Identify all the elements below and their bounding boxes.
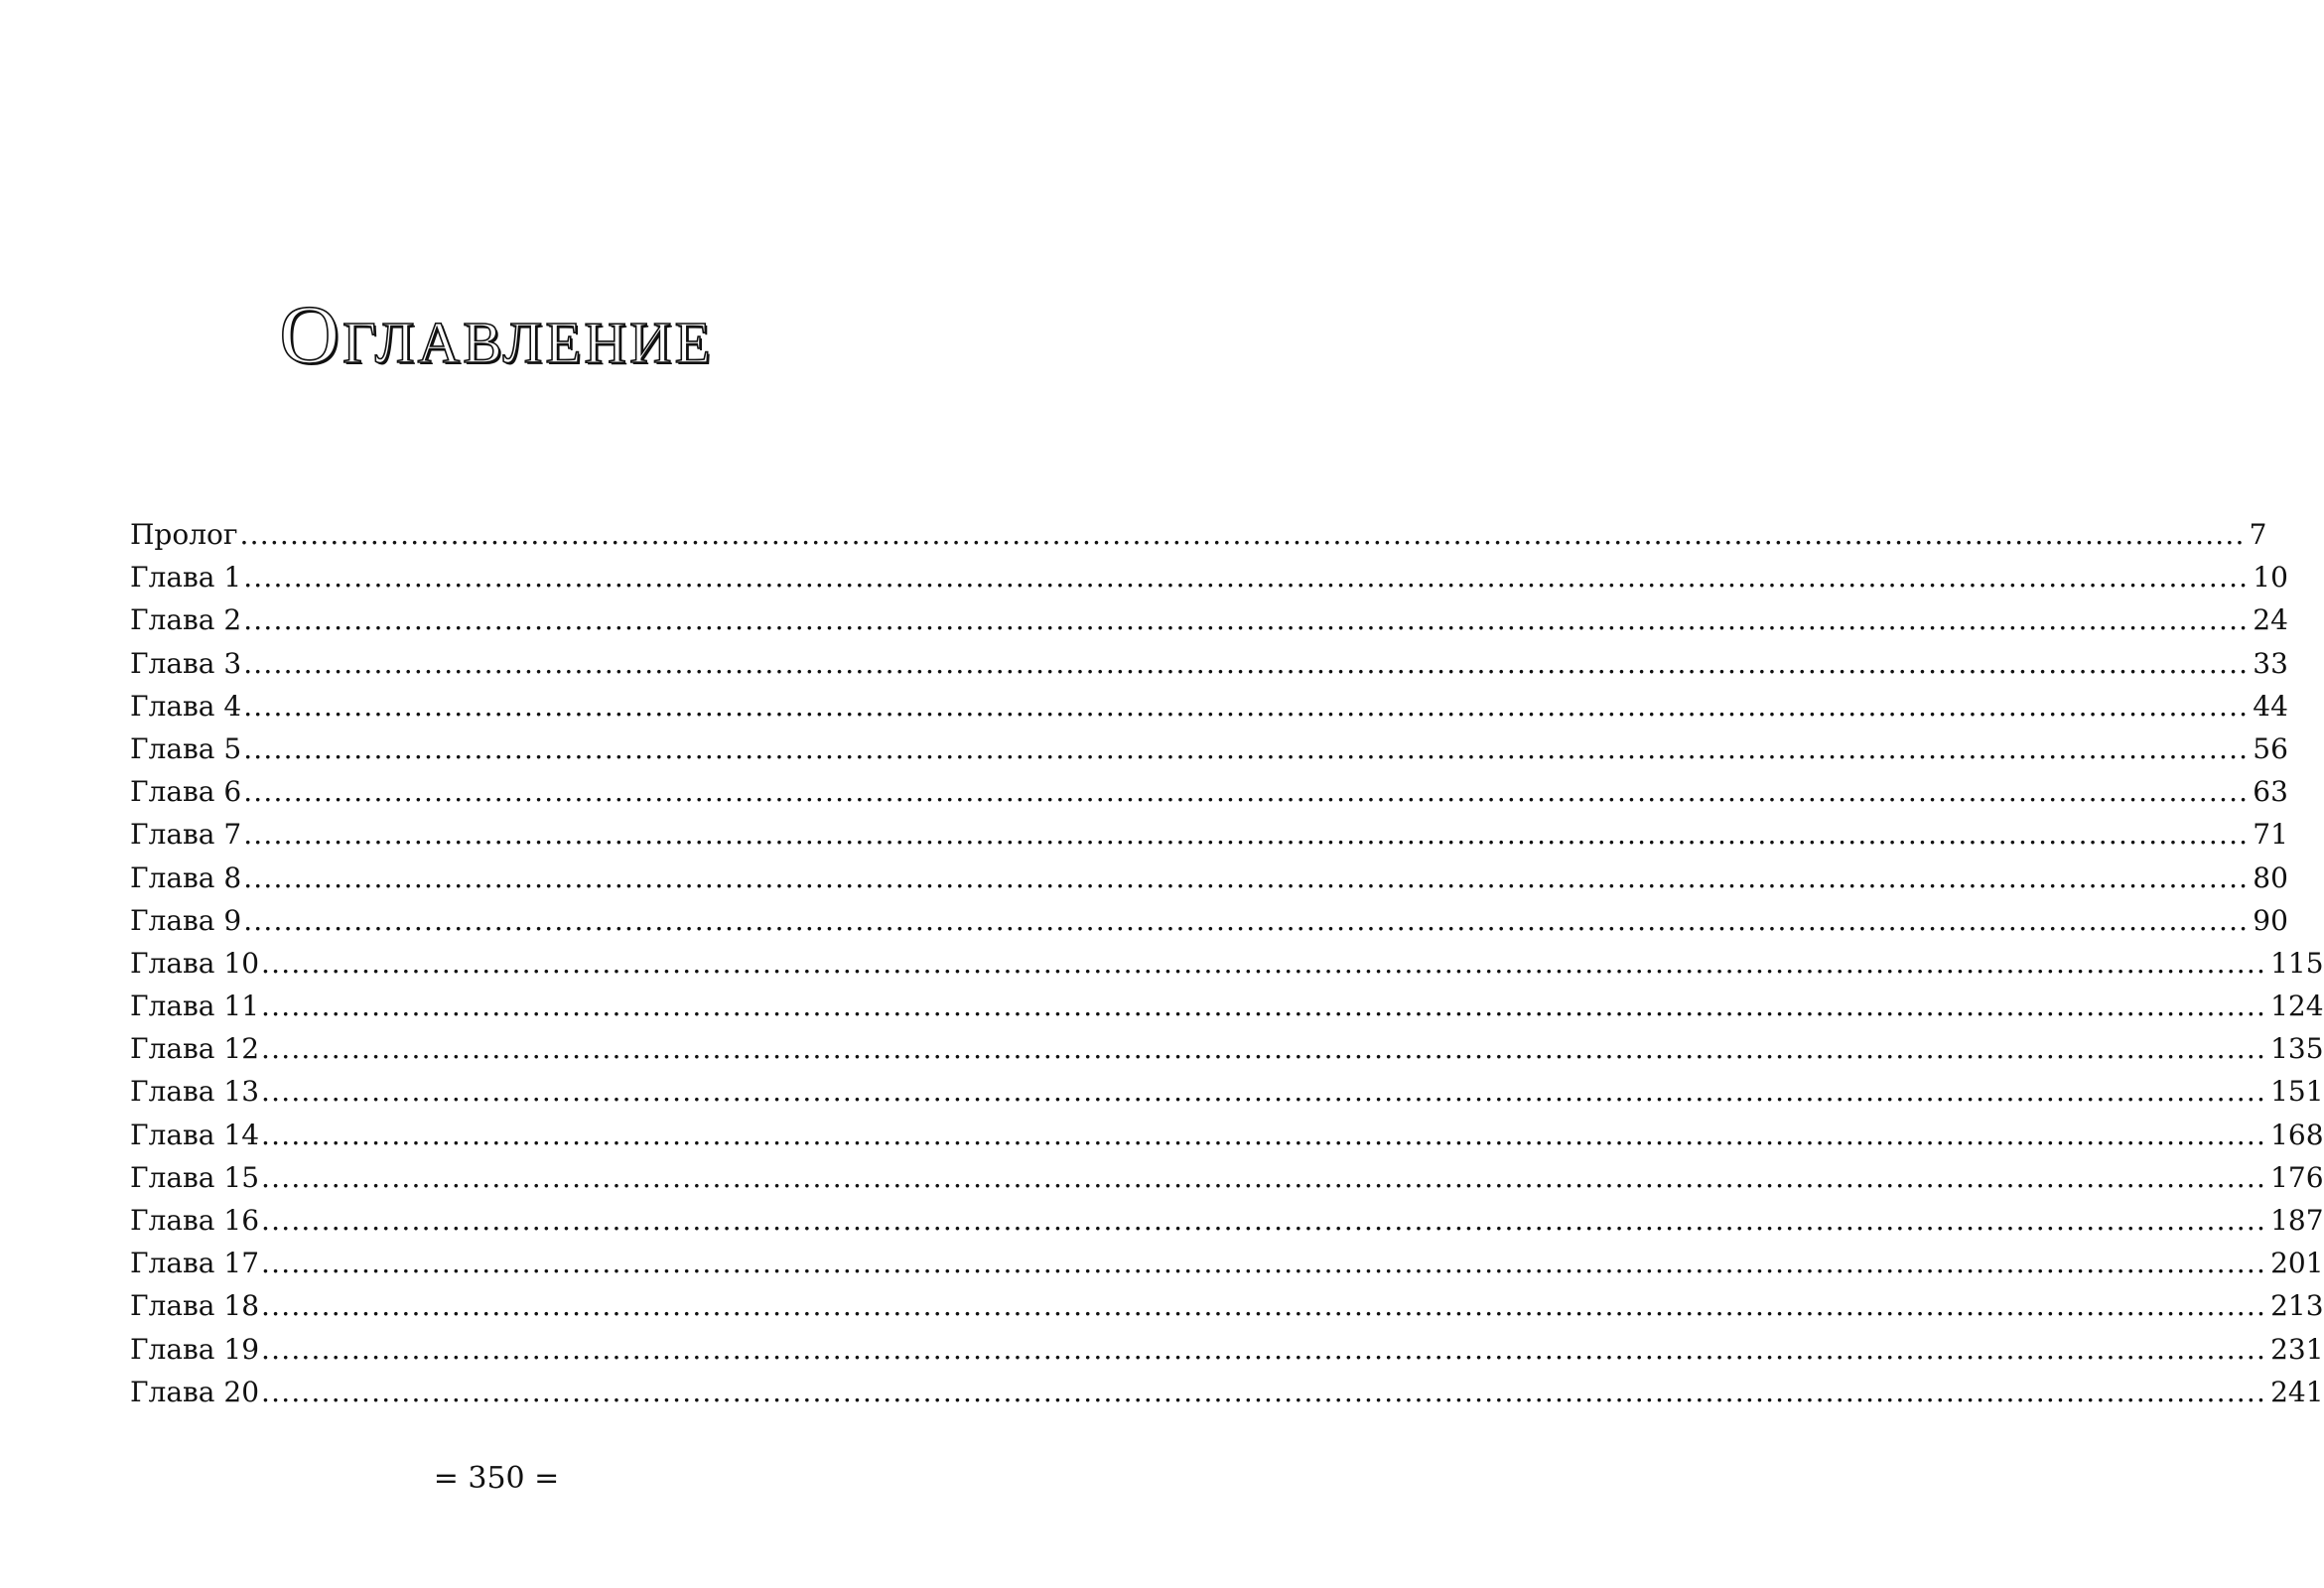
- toc-entry-page: 10: [2253, 561, 2288, 595]
- toc-dot-leader: ........................................................................................................................................................................................................: [239, 518, 2246, 551]
- toc-entry-page: 56: [2253, 731, 2288, 765]
- toc-entry-label: Глава 3: [130, 646, 242, 680]
- toc-entry[interactable]: [130, 685, 2288, 728]
- toc-entry-label: Глава 19: [130, 1332, 260, 1366]
- toc-entry-label: Глава 16: [130, 1204, 260, 1237]
- toc-entry[interactable]: [130, 1199, 2324, 1242]
- toc-dot-leader: ........................................................................................................................................................................................................: [243, 689, 2250, 723]
- toc-entry-page: 176: [2270, 1160, 2324, 1194]
- toc-dot-leader: ........................................................................................................................................................................................................: [243, 860, 2250, 894]
- page-number: = 350 =: [433, 1461, 560, 1496]
- toc-dot-leader: ........................................................................................................................................................................................................: [261, 1289, 2267, 1323]
- toc-entry-page: 24: [2253, 603, 2288, 637]
- toc-entry[interactable]: [130, 1328, 2324, 1371]
- toc-entry-label: Глава 6: [130, 775, 242, 809]
- toc-entry[interactable]: [130, 1242, 2324, 1284]
- toc-entry-page: 80: [2253, 860, 2288, 894]
- table-of-contents: [130, 513, 2324, 1413]
- toc-entry-label: Пролог: [130, 518, 238, 551]
- toc-entry-label: Глава 12: [130, 1032, 260, 1066]
- toc-dot-leader: ........................................................................................................................................................................................................: [261, 1332, 2267, 1366]
- toc-entry-page: 33: [2253, 646, 2288, 680]
- toc-entry[interactable]: [130, 642, 2288, 685]
- toc-entry-page: 44: [2253, 689, 2288, 723]
- toc-entry-page: 168: [2270, 1118, 2324, 1151]
- toc-dot-leader: ........................................................................................................................................................................................................: [261, 1375, 2267, 1408]
- toc-dot-leader: ........................................................................................................................................................................................................: [243, 561, 2250, 595]
- toc-dot-leader: ........................................................................................................................................................................................................: [243, 646, 2250, 680]
- toc-entry-page: 201: [2270, 1247, 2324, 1280]
- toc-dot-leader: ........................................................................................................................................................................................................: [243, 603, 2250, 637]
- toc-entry-label: Глава 5: [130, 731, 242, 765]
- toc-entry-page: 241: [2270, 1375, 2324, 1408]
- toc-dot-leader: ........................................................................................................................................................................................................: [261, 1204, 2267, 1237]
- toc-entry[interactable]: [130, 1156, 2324, 1199]
- toc-entry-label: Глава 4: [130, 689, 242, 723]
- toc-entry[interactable]: [130, 857, 2288, 899]
- toc-entry-page: 71: [2253, 818, 2288, 852]
- toc-dot-leader: ........................................................................................................................................................................................................: [243, 818, 2250, 852]
- toc-entry-page: 115: [2270, 946, 2324, 980]
- toc-entry[interactable]: [130, 985, 2324, 1027]
- toc-dot-leader: ........................................................................................................................................................................................................: [243, 731, 2250, 765]
- toc-entry[interactable]: [130, 728, 2288, 770]
- toc-dot-leader: ........................................................................................................................................................................................................: [261, 1247, 2267, 1280]
- toc-entry[interactable]: [130, 1371, 2324, 1413]
- toc-entry-label: Глава 11: [130, 990, 260, 1023]
- toc-dot-leader: ........................................................................................................................................................................................................: [261, 946, 2267, 980]
- toc-dot-leader: ........................................................................................................................................................................................................: [261, 1075, 2267, 1109]
- toc-entry[interactable]: [130, 813, 2288, 856]
- toc-dot-leader: ........................................................................................................................................................................................................: [261, 1160, 2267, 1194]
- toc-entry-page: 213: [2270, 1289, 2324, 1323]
- toc-entry-label: Глава 18: [130, 1289, 260, 1323]
- toc-entry-page: 7: [2249, 518, 2267, 551]
- toc-dot-leader: ........................................................................................................................................................................................................: [261, 1032, 2267, 1066]
- toc-entry-label: Глава 2: [130, 603, 242, 637]
- toc-entry[interactable]: [130, 1027, 2324, 1070]
- toc-entry[interactable]: [130, 1070, 2324, 1113]
- toc-entry-label: Глава 1: [130, 561, 242, 595]
- page-title: Оглавление: [279, 289, 714, 382]
- toc-entry-page: 231: [2270, 1332, 2324, 1366]
- toc-entry-page: 187: [2270, 1204, 2324, 1237]
- toc-entry[interactable]: [130, 1284, 2324, 1327]
- toc-entry-label: Глава 17: [130, 1247, 260, 1280]
- toc-entry-page: 135: [2270, 1032, 2324, 1066]
- toc-entry[interactable]: [130, 942, 2324, 985]
- toc-entry-page: 63: [2253, 775, 2288, 809]
- toc-entry-label: Глава 7: [130, 818, 242, 852]
- toc-entry[interactable]: [130, 598, 2288, 641]
- toc-entry-page: 124: [2270, 990, 2324, 1023]
- toc-entry[interactable]: [130, 556, 2288, 598]
- toc-entry[interactable]: [130, 899, 2288, 942]
- toc-entry-page: 151: [2270, 1075, 2324, 1109]
- toc-entry-label: Глава 10: [130, 946, 260, 980]
- toc-dot-leader: ........................................................................................................................................................................................................: [261, 1118, 2267, 1151]
- toc-entry-label: Глава 13: [130, 1075, 260, 1109]
- toc-entry-label: Глава 8: [130, 860, 242, 894]
- toc-entry[interactable]: [130, 1114, 2324, 1156]
- toc-entry[interactable]: [130, 513, 2267, 556]
- toc-entry-page: 90: [2253, 903, 2288, 937]
- toc-entry[interactable]: [130, 770, 2288, 813]
- toc-entry-label: Глава 9: [130, 903, 242, 937]
- toc-entry-label: Глава 14: [130, 1118, 260, 1151]
- toc-entry-label: Глава 20: [130, 1375, 260, 1408]
- toc-dot-leader: ........................................................................................................................................................................................................: [243, 775, 2250, 809]
- toc-dot-leader: ........................................................................................................................................................................................................: [243, 903, 2250, 937]
- toc-dot-leader: ........................................................................................................................................................................................................: [261, 990, 2267, 1023]
- toc-entry-label: Глава 15: [130, 1160, 260, 1194]
